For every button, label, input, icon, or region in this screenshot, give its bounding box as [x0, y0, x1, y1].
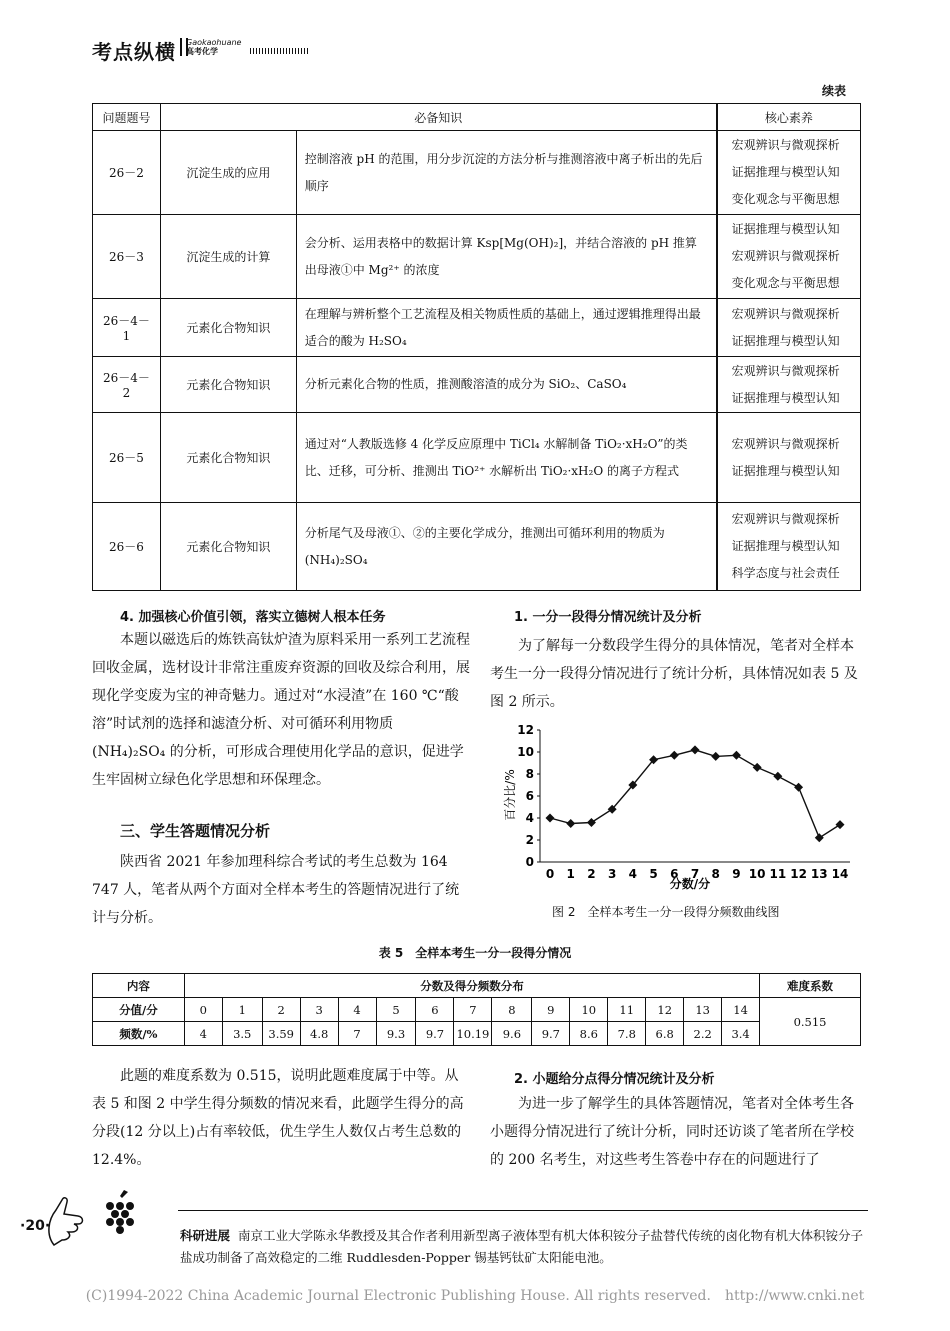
score-frequency-chart — [490, 720, 870, 920]
header-content: 内容 — [93, 974, 185, 998]
table-row — [93, 357, 861, 413]
score-cell: 7 — [454, 998, 492, 1022]
knowledge-table — [92, 103, 861, 591]
frequency-cell: 3.4 — [722, 1022, 760, 1046]
hand-grapes-icon — [34, 1190, 144, 1250]
knowledge-detail: 在理解与辨析整个工艺流程及相关物质性质的基础上，通过逻辑推理得出最适合的酸为 H₂SO₄ — [296, 299, 716, 357]
score-cell: 12 — [646, 998, 684, 1022]
table5-freq-row — [93, 1022, 861, 1046]
knowledge-table-header — [93, 104, 861, 131]
frequency-cell: 7.8 — [608, 1022, 646, 1046]
x-tick-label: 9 — [732, 867, 741, 881]
y-tick-label: 10 — [517, 745, 534, 759]
journal-subtitle-cn: 高考化学 — [186, 47, 218, 56]
skill-item: 变化观念与平衡思想 — [731, 276, 840, 290]
journal-subtitle-pinyin: Gaokaohuane — [186, 38, 242, 47]
score-cell: 11 — [608, 998, 646, 1022]
paragraph-difficulty: 此题的难度系数为 0.515，说明此题难度属于中等。从表 5 和图 2 中学生得分频数的情况来看，此题学生得分的高分段(12 分以上)占有率较低，优生学生人数仅占考生总数的 12.4%。 — [92, 1068, 464, 1168]
knowledge-detail: 通过对“人教版选修 4 化学反应原理中 TiCl₄ 水解制备 TiO₂·xH₂O”的类比、迁移，可分析、推测出 TiO²⁺ 水解析出 TiO₂·xH₂O 的离子方程式 — [296, 413, 716, 503]
copyright-notice: (C)1994-2022 China Academic Journal Electronic Publishing House. All rights reserved. http://www.cnki.net — [85, 1288, 865, 1304]
table-continued-label: 续表 — [822, 84, 847, 98]
data-point-marker — [773, 772, 782, 781]
score-cell: 13 — [684, 998, 722, 1022]
col-header-knowledge: 必备知识 — [160, 104, 716, 131]
data-point-marker — [732, 751, 741, 760]
x-tick-label: 5 — [649, 867, 658, 881]
x-tick-label: 8 — [711, 867, 720, 881]
score-cell: 4 — [338, 998, 376, 1022]
knowledge-topic: 元素化合物知识 — [160, 299, 296, 357]
footer-label: 科研进展 — [180, 1228, 231, 1243]
journal-subtitle — [186, 38, 241, 56]
figure-caption: 图 2 全样本考生一分一段得分频数曲线图 — [552, 905, 780, 919]
table-row — [93, 503, 861, 591]
paragraph-core-values: 本题以磁选后的炼铁高钛炉渣为原料采用一系列工艺流程回收金属，选材设计非常注重废弃资源的回收及综合利用，展现化学变废为宝的神奇魅力。通过对“水浸渣”在 160 ℃“酸溶”时试剂的选择和滤渣分析、对可循环利用物质 (NH₄)₂SO₄ 的分析，可形成合理使用化学品的意识，促进学生牢固树立绿色化学思想和环保理念。 — [92, 632, 470, 788]
table-row — [93, 413, 861, 503]
section-heading-3: 三、学生答题情况分析 — [120, 822, 271, 840]
skill-item: 宏观辨识与微观探析 — [731, 363, 840, 378]
question-number: 26－4－2 — [93, 357, 161, 413]
col-header-question: 问题题号 — [93, 104, 161, 131]
skill-item: 宏观辨识与微观探析 — [731, 306, 840, 321]
skill-item: 宏观辨识与微观探析 — [731, 512, 840, 526]
header-difficulty: 难度系数 — [760, 974, 861, 998]
score-cell: 9 — [532, 998, 570, 1022]
knowledge-detail: 分析元素化合物的性质，推测酸溶渣的成分为 SiO₂、CaSO₄ — [296, 357, 716, 413]
frequency-cell: 2.2 — [684, 1022, 722, 1046]
section-heading-4: 4. 加强核心价值引领，落实立德树人根本任务 — [120, 610, 386, 625]
table5-score-row — [93, 998, 861, 1022]
frequency-cell: 4.8 — [300, 1022, 338, 1046]
y-tick-label: 2 — [525, 833, 534, 847]
y-tick-label: 6 — [525, 789, 534, 803]
core-skills — [717, 215, 861, 299]
section-heading-1: 1. 一分一段得分情况统计及分析 — [514, 610, 702, 625]
data-point-marker — [670, 751, 679, 760]
score-cell: 3 — [300, 998, 338, 1022]
footer-rule — [178, 1210, 868, 1211]
score-cell: 8 — [492, 998, 532, 1022]
x-tick-label: 11 — [769, 867, 787, 881]
y-tick-label: 0 — [525, 855, 534, 869]
question-number: 26－4－1 — [93, 299, 161, 357]
score-cell: 0 — [184, 998, 222, 1022]
frequency-cell: 10.19 — [454, 1022, 492, 1046]
data-point-marker — [815, 833, 824, 842]
chart-points — [546, 745, 845, 842]
core-skills — [717, 357, 861, 413]
question-number: 26－6 — [93, 503, 161, 591]
core-skills — [717, 131, 861, 215]
frequency-cell: 3.5 — [222, 1022, 262, 1046]
knowledge-detail: 分析尾气及母液①、②的主要化学成分，推测出可循环利用的物质为 (NH₄)₂SO₄ — [296, 503, 716, 591]
knowledge-topic: 元素化合物知识 — [160, 357, 296, 413]
row-label-frequency: 频数/% — [93, 1022, 185, 1046]
paragraph-sample-size: 陕西省 2021 年参加理科综合考试的考生总数为 164 747 人，笔者从两个方面对全样本考生的答题情况进行了统计与分析。 — [92, 854, 460, 926]
x-tick-label: 10 — [748, 867, 766, 881]
question-number: 26－3 — [93, 215, 161, 299]
skill-item: 证据推理与模型认知 — [731, 390, 840, 405]
core-skills — [717, 503, 861, 591]
x-tick-label: 3 — [607, 867, 617, 881]
skill-item: 证据推理与模型认知 — [731, 539, 840, 553]
skill-item: 证据推理与模型认知 — [731, 165, 840, 179]
data-point-marker — [587, 818, 596, 827]
question-number: 26－2 — [93, 131, 161, 215]
paragraph-subquestion: 为进一步了解学生的具体答题情况，笔者对全体考生各小题得分情况进行了统计分析，同时还访谈了笔者所在学校的 200 名考生，对这些考生答卷中存在的问题进行了 — [490, 1096, 854, 1168]
header-distribution: 分数及得分频数分布 — [184, 974, 759, 998]
skill-item: 宏观辨识与微观探析 — [731, 249, 840, 263]
data-point-marker — [836, 820, 845, 829]
x-tick-label: 2 — [587, 867, 596, 881]
data-point-marker — [753, 763, 762, 772]
x-tick-label: 7 — [690, 867, 700, 881]
table-row — [93, 215, 861, 299]
data-point-marker — [711, 752, 720, 761]
table-row — [93, 131, 861, 215]
knowledge-topic: 沉淀生成的计算 — [160, 215, 296, 299]
y-tick-label: 12 — [517, 723, 534, 737]
frequency-cell: 7 — [338, 1022, 376, 1046]
data-point-marker — [794, 783, 803, 792]
x-tick-label: 6 — [670, 867, 679, 881]
x-axis-label: 分数/分 — [669, 877, 711, 891]
score-cell: 14 — [722, 998, 760, 1022]
skill-item: 科学态度与社会责任 — [731, 566, 840, 580]
frequency-cell: 6.8 — [646, 1022, 684, 1046]
data-point-marker — [691, 745, 700, 754]
y-tick-label: 8 — [525, 767, 534, 781]
skill-item: 证据推理与模型认知 — [731, 222, 840, 236]
x-tick-label: 14 — [831, 867, 849, 881]
skill-item: 宏观辨识与微观探析 — [731, 138, 840, 152]
data-point-marker — [566, 819, 575, 828]
score-cell: 5 — [376, 998, 416, 1022]
frequency-cell: 8.6 — [570, 1022, 608, 1046]
skill-item: 证据推理与模型认知 — [731, 463, 840, 478]
knowledge-topic: 元素化合物知识 — [160, 503, 296, 591]
x-tick-label: 4 — [628, 867, 638, 881]
core-skills — [717, 413, 861, 503]
skill-item: 宏观辨识与微观探析 — [731, 436, 840, 451]
frequency-cell: 3.59 — [262, 1022, 300, 1046]
chart-y-ticks — [517, 723, 540, 869]
x-tick-label: 1 — [566, 867, 575, 881]
score-cell: 1 — [222, 998, 262, 1022]
table5-caption: 表 5 全样本考生一分一段得分情况 — [378, 946, 572, 960]
table-row — [93, 299, 861, 357]
knowledge-detail: 控制溶液 pH 的范围，用分步沉淀的方法分析与推测溶液中离子析出的先后顺序 — [296, 131, 716, 215]
y-tick-label: 4 — [525, 811, 534, 825]
journal-title: 考点纵横 — [92, 40, 176, 64]
frequency-cell: 9.3 — [376, 1022, 416, 1046]
score-distribution-table — [92, 973, 861, 1046]
x-tick-label: 0 — [545, 867, 555, 881]
paragraph-score-intro: 为了解每一分数段学生得分的具体情况，笔者对全样本考生一分一段得分情况进行了统计分析，具体情况如表 5 及图 2 所示。 — [490, 638, 858, 710]
knowledge-detail: 会分析、运用表格中的数据计算 Ksp[Mg(OH)₂]，并结合溶液的 pH 推算出母液①中 Mg²⁺ 的浓度 — [296, 215, 716, 299]
x-tick-label: 12 — [790, 867, 807, 881]
page-number-value: 20 — [25, 1218, 45, 1234]
y-axis-label: 百分比/% — [503, 769, 517, 821]
score-cell: 10 — [570, 998, 608, 1022]
footer-text: 南京工业大学陈永华教授及其合作者利用新型离子液体型有机大体积铵分子盐替代传统的卤化物有机大体积铵分子盐成功制备了高效稳定的二维 Ruddlesden-Popper 锡基钙钛矿太阳能电池。 — [180, 1228, 864, 1265]
skill-item: 证据推理与模型认知 — [731, 333, 840, 348]
row-label-score: 分值/分 — [93, 998, 185, 1022]
frequency-cell: 9.6 — [492, 1022, 532, 1046]
score-cell: 2 — [262, 998, 300, 1022]
difficulty-value: 0.515 — [760, 998, 861, 1046]
header-rule — [250, 48, 310, 54]
score-cell: 6 — [416, 998, 454, 1022]
frequency-cell: 4 — [184, 1022, 222, 1046]
section-heading-2: 2. 小题给分点得分情况统计及分析 — [514, 1072, 715, 1087]
frequency-cell: 9.7 — [532, 1022, 570, 1046]
question-number: 26－5 — [93, 413, 161, 503]
table5-header-row — [93, 974, 861, 998]
knowledge-topic: 沉淀生成的应用 — [160, 131, 296, 215]
skill-item: 变化观念与平衡思想 — [731, 192, 840, 206]
col-header-skills: 核心素养 — [717, 104, 861, 131]
knowledge-topic: 元素化合物知识 — [160, 413, 296, 503]
core-skills — [717, 299, 861, 357]
frequency-cell: 9.7 — [416, 1022, 454, 1046]
page-number: ·20· — [20, 1218, 51, 1234]
data-point-marker — [546, 814, 555, 823]
footer-research-note — [180, 1225, 870, 1269]
x-tick-label: 13 — [810, 867, 828, 881]
